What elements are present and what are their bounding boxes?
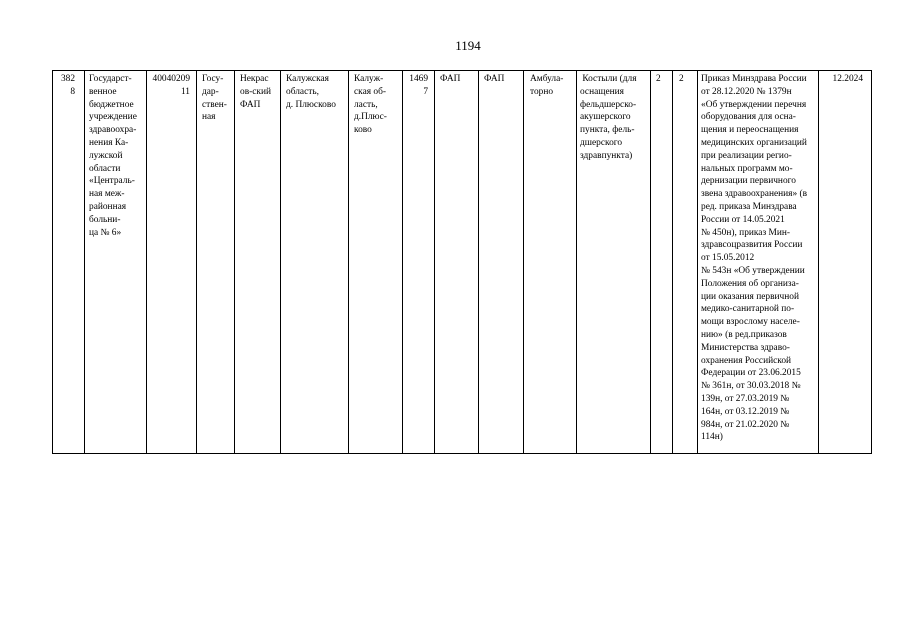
cell-line: дшерского	[580, 137, 623, 148]
cell-line: мощи взрослому населе-	[701, 317, 800, 328]
cell-organization	[84, 70, 146, 454]
cell-line: 8	[70, 86, 75, 97]
cell-line: Калужская	[286, 74, 329, 84]
cell-legal-basis	[697, 70, 818, 454]
cell-line: Государст-	[89, 74, 132, 84]
cell-facility-type	[434, 70, 478, 454]
cell-line: России от 14.05.2021	[701, 214, 785, 225]
cell-line: 12.2024	[832, 74, 863, 84]
cell-line: нальных программ мо-	[701, 163, 793, 174]
cell-line: 114н)	[701, 432, 723, 443]
cell-quantity-a	[650, 70, 672, 454]
cell-line: ции оказания первичной	[701, 291, 799, 302]
cell-line: Амбула-	[530, 74, 564, 84]
cell-line: 40040209	[152, 74, 190, 84]
cell-line: щения и переоснащения	[701, 125, 799, 136]
cell-line: акушерского	[580, 112, 631, 123]
cell-line: «Об утверждении перечня	[701, 99, 807, 110]
cell-line: лужской	[89, 150, 123, 161]
cell-facility-name	[234, 70, 280, 454]
cell-line: Некрас	[240, 74, 269, 84]
cell-line: дар-	[202, 86, 219, 97]
cell-row-number	[52, 70, 84, 454]
cell-line: д. Плюсково	[286, 99, 336, 110]
cell-line: Костыли (для	[580, 74, 637, 84]
cell-line: область,	[286, 86, 319, 97]
cell-line: ца № 6»	[89, 227, 122, 238]
cell-line: здравоохра-	[89, 125, 137, 136]
cell-line: № 361н, от 30.03.2018 №	[701, 381, 801, 392]
cell-line: торно	[530, 86, 554, 97]
cell-line: 382	[60, 74, 75, 84]
cell-line: здравсоцразвития России	[701, 240, 803, 251]
cell-line: 11	[180, 86, 190, 97]
cell-line: учреждение	[89, 112, 137, 123]
data-table	[52, 70, 872, 454]
cell-id-code	[146, 70, 196, 454]
page-number: 1194	[455, 38, 481, 53]
cell-line: медицинских организаций	[701, 137, 807, 148]
cell-line: 164н, от 03.12.2019 №	[701, 406, 790, 417]
cell-line: Госу-	[202, 74, 224, 84]
cell-line: бюджетное	[89, 99, 134, 110]
cell-line: ная меж-	[89, 189, 125, 200]
cell-line: нию» (в ред.приказов	[701, 329, 787, 340]
cell-line: 139н, от 27.03.2019 №	[701, 393, 790, 404]
cell-line: Федерации от 23.06.2015	[701, 368, 801, 379]
cell-date	[818, 70, 872, 454]
cell-line: № 543н «Об утверждении	[701, 265, 805, 276]
cell-line: ФАП	[440, 74, 461, 84]
cell-ownership	[196, 70, 234, 454]
cell-line: ково	[354, 125, 372, 136]
cell-line: 984н, от 21.02.2020 №	[701, 419, 790, 430]
cell-line: ФАП	[484, 74, 505, 84]
cell-line: медико-санитарной по-	[701, 304, 795, 315]
cell-line: ласть,	[354, 99, 378, 110]
cell-line: Министерства здраво-	[701, 342, 790, 353]
cell-line: районная	[89, 201, 127, 212]
cell-code	[402, 70, 434, 454]
cell-line: пункта, фель-	[580, 125, 635, 136]
cell-line: № 450н), приказ Мин-	[701, 227, 791, 238]
cell-line: ная	[202, 112, 216, 123]
cell-line: ская об-	[354, 86, 386, 97]
cell-line: больни-	[89, 214, 121, 225]
cell-line: ФАП	[240, 99, 261, 110]
cell-line: ствен-	[202, 99, 227, 110]
cell-line: при реализации регио-	[701, 150, 792, 161]
cell-line: 1469	[409, 74, 428, 84]
cell-line: ред. приказа Минздрава	[701, 201, 797, 212]
cell-line: звена здравоохранения» (в	[701, 189, 808, 200]
cell-line: ов-ский	[240, 86, 271, 97]
cell-line: области	[89, 163, 121, 174]
cell-unit-type	[478, 70, 523, 454]
cell-line: оборудования для осна-	[701, 112, 796, 123]
cell-line: 2	[656, 74, 661, 84]
cell-line: нения Ка-	[89, 137, 129, 148]
cell-line: от 28.12.2020 № 1379н	[701, 86, 792, 97]
cell-line: Положения об организа-	[701, 278, 799, 289]
cell-line: 7	[423, 86, 428, 97]
cell-line: дернизации первичного	[701, 176, 796, 187]
cell-line: д.Плюс-	[354, 112, 387, 123]
cell-address	[280, 70, 348, 454]
cell-line: Приказ Минздрава России	[701, 74, 807, 84]
cell-equipment	[576, 70, 650, 454]
cell-line: фельдшерско-	[580, 99, 637, 110]
cell-line: от 15.05.2012	[701, 253, 755, 264]
cell-line: здравпункта)	[580, 150, 633, 161]
cell-line: Калуж-	[354, 74, 384, 84]
cell-line: венное	[89, 86, 117, 97]
cell-line: «Централь-	[89, 176, 135, 187]
cell-line: оснащения	[580, 86, 624, 97]
cell-line: 2	[679, 74, 684, 84]
cell-care-condition	[523, 70, 576, 454]
cell-quantity-b	[672, 70, 697, 454]
cell-line: охранения Российской	[701, 355, 792, 366]
cell-location	[348, 70, 402, 454]
